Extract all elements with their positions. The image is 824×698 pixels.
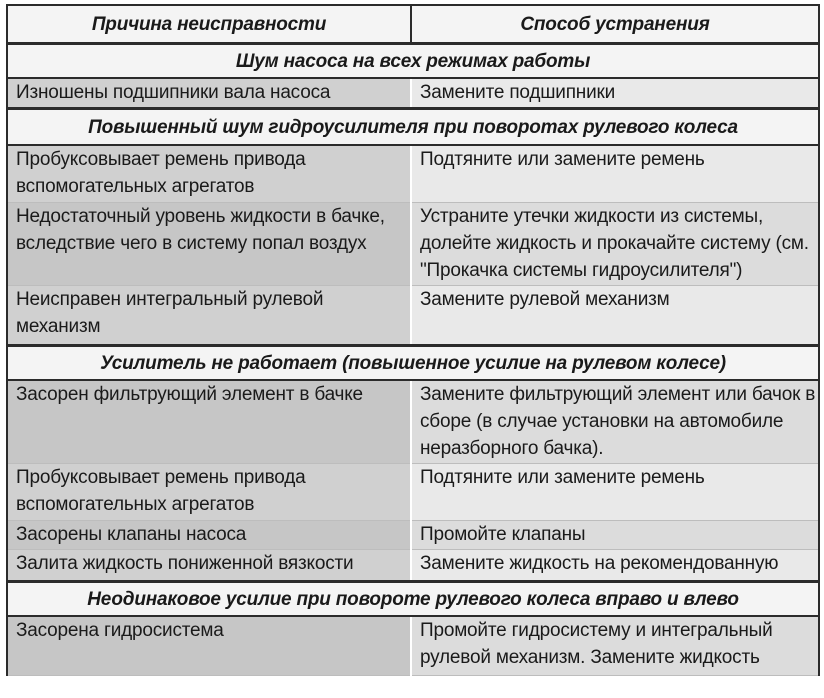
remedy-cell: Замените рулевой механизм	[411, 286, 819, 346]
cause-cell: Залита жидкость пониженной вязкости	[7, 550, 411, 582]
section-title: Усилитель не работает (повышенное усилие на рулевом колесе)	[7, 346, 819, 381]
cause-cell: Недостаточный уровень жидкости в бачке, вследствие чего в систему попал воздух	[7, 203, 411, 286]
table-row	[7, 550, 819, 582]
remedy-cell: Устраните утечки жидкости из системы, долейте жидкость и прокачайте систему (см. "Прокачка системы гидроусилителя")	[411, 203, 819, 286]
cause-cell: Пробуксовывает ремень привода вспомогательных агрегатов	[7, 464, 411, 521]
remedy-cell: Подтяните или замените ремень	[411, 464, 819, 521]
cause-cell: Неисправен интегральный рулевой механизм	[7, 286, 411, 346]
table-row	[7, 78, 819, 109]
cause-cell: Засорены клапаны насоса	[7, 521, 411, 550]
table-row	[7, 464, 819, 521]
table-row	[7, 616, 819, 676]
section-title: Неодинаковое усилие при повороте рулевого колеса вправо и влево	[7, 582, 819, 617]
cause-cell: Изношены подшипники вала насоса	[7, 78, 411, 109]
table-row	[7, 145, 819, 203]
cause-cell: Засорена гидросистема	[7, 616, 411, 676]
remedy-cell: Замените жидкость на рекомендованную	[411, 550, 819, 582]
remedy-cell: Замените фильтрующий элемент или бачок в сборе (в случае установки на автомобиле неразборного бачка).	[411, 380, 819, 464]
header-remedy: Способ устранения	[411, 5, 819, 44]
troubleshooting-table	[6, 4, 820, 676]
table-row	[7, 380, 819, 464]
cause-cell: Засорен фильтрующий элемент в бачке	[7, 380, 411, 464]
remedy-cell: Подтяните или замените ремень	[411, 145, 819, 203]
table-header-row	[7, 5, 819, 44]
remedy-cell: Промойте гидросистему и интегральный рулевой механизм. Замените жидкость	[411, 616, 819, 676]
section-title-row	[7, 44, 819, 79]
section-title-row	[7, 109, 819, 146]
header-cause: Причина неисправности	[7, 5, 411, 44]
section-title: Шум насоса на всех режимах работы	[7, 44, 819, 79]
remedy-cell: Замените подшипники	[411, 78, 819, 109]
section-title: Повышенный шум гидроусилителя при поворотах рулевого колеса	[7, 109, 819, 146]
table-row	[7, 286, 819, 346]
section-title-row	[7, 346, 819, 381]
section-title-row	[7, 582, 819, 617]
table-row	[7, 203, 819, 286]
cause-cell: Пробуксовывает ремень привода вспомогательных агрегатов	[7, 145, 411, 203]
table-row	[7, 521, 819, 550]
remedy-cell: Промойте клапаны	[411, 521, 819, 550]
